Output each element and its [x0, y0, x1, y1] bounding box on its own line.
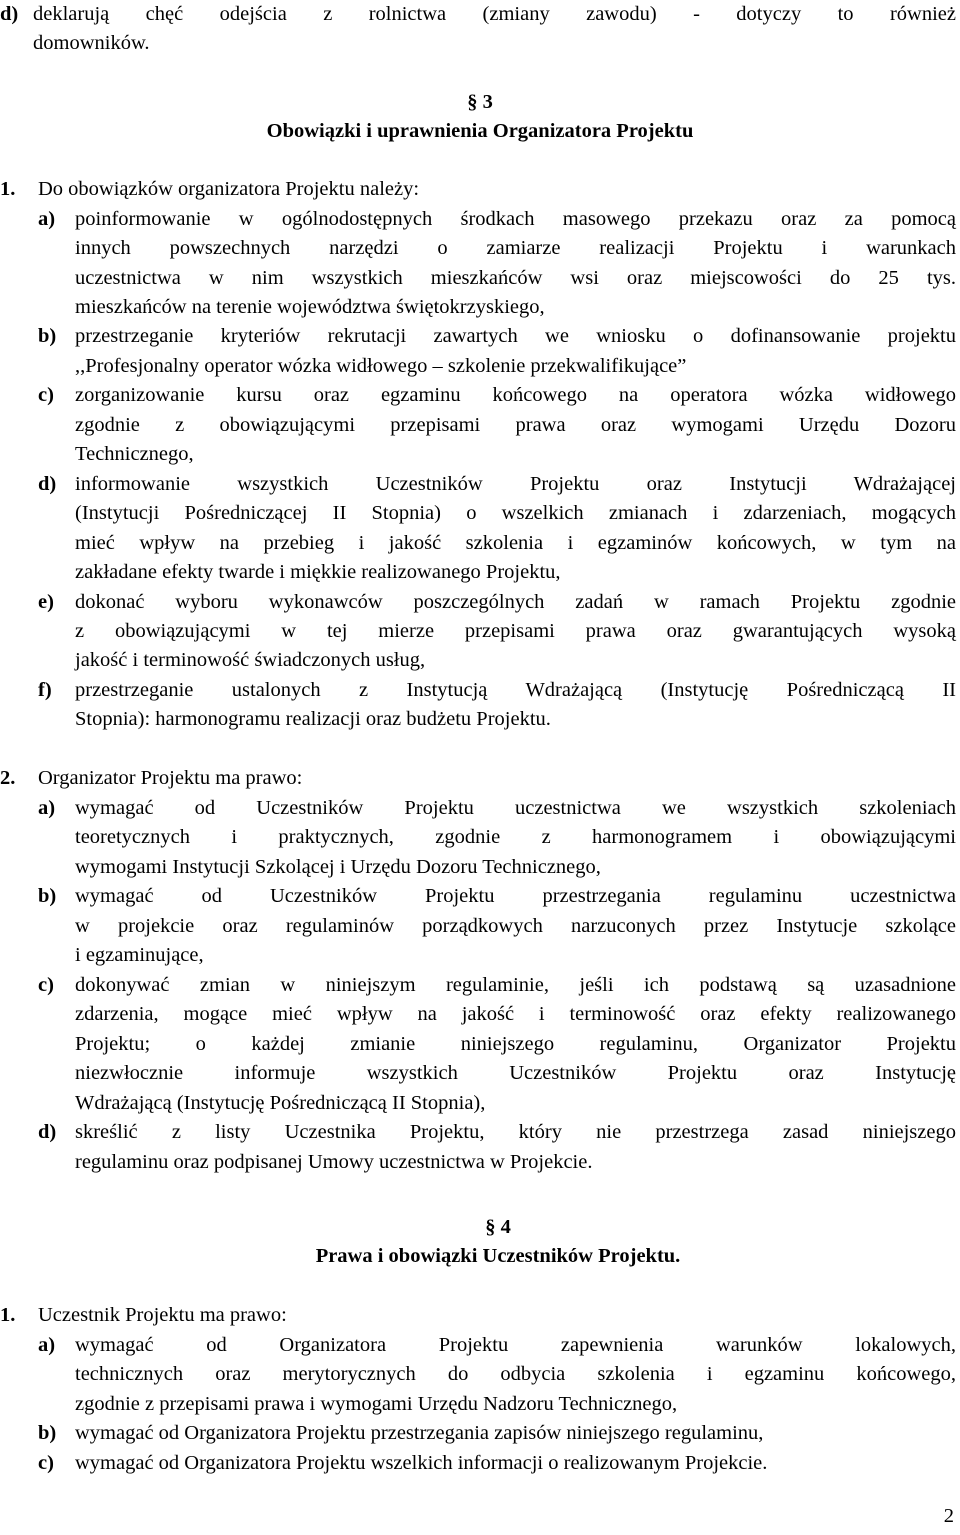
item-label: a) [38, 208, 56, 230]
item-label: d) [38, 473, 57, 495]
item-label: c) [38, 974, 54, 996]
item-text-line: i egzaminujące, [75, 944, 204, 966]
item-text-line: zorganizowanie kursu oraz egzaminu końcowego na operatora wózka widłowego [75, 384, 956, 406]
item-text-line: innych powszechnych narzędzi o zamiarze realizacji Projektu i warunkach [75, 237, 956, 259]
point-number: 1. [0, 178, 16, 200]
point-intro: Do obowiązków organizatora Projektu należy: [38, 178, 420, 200]
item-text-line: Technicznego, [75, 443, 194, 465]
item-text-line: technicznych oraz merytorycznych do odbycia szkolenia i egzaminu końcowego, [75, 1363, 956, 1385]
item-text-line: zakładane efekty twarde i miękkie realizowanego Projektu, [75, 561, 561, 583]
item-text-line: jakość i terminowość świadczonych usług, [75, 649, 426, 671]
item-text-line: wymagać od Organizatora Projektu zapewnienia warunków lokalowych, [75, 1334, 956, 1356]
section-number: § 4 [485, 1216, 511, 1238]
item-text-line: wymagać od Organizatora Projektu wszelkich informacji o realizowanym Projekcie. [75, 1452, 768, 1474]
item-text-line: Stopnia): harmonogramu realizacji oraz budżetu Projektu. [75, 708, 551, 730]
item-label: d) [0, 3, 19, 25]
item-text-line: wymagać od Uczestników Projektu uczestnictwa we wszystkich szkoleniach [75, 797, 956, 819]
item-text-line: (Instytucji Pośredniczącej II Stopnia) o wszelkich zmianach i zdarzeniach, mogących [75, 502, 956, 524]
item-text-line: poinformowanie w ogólnodostępnych środkach masowego przekazu oraz za pomocą [75, 208, 956, 230]
item-text-line: w projekcie oraz regulaminów porządkowych narzuconych przez Instytucje szkolące [75, 915, 956, 937]
item-label: b) [38, 885, 57, 907]
item-text-line: dokonywać zmian w niniejszym regulaminie, jeśli ich podstawą są uzasadnione [75, 974, 956, 996]
item-label: e) [38, 591, 54, 613]
point-number: 1. [0, 1304, 16, 1326]
item-text-line: ,,Profesjonalny operator wózka widłowego – szkolenie przekwalifikujące” [75, 355, 687, 377]
item-text-line: wymogami Instytucji Szkolącej i Urzędu Dozoru Technicznego, [75, 856, 601, 878]
item-text-line: regulaminu oraz podpisanej Umowy uczestnictwa w Projekcie. [75, 1151, 593, 1173]
item-text-line: teoretycznych i praktycznych, zgodnie z harmonogramem i obowiązującymi [75, 826, 956, 848]
point-intro: Uczestnik Projektu ma prawo: [38, 1304, 287, 1326]
item-text-line: niezwłocznie informuje wszystkich Uczestników Projektu oraz Instytucję [75, 1062, 956, 1084]
item-label: a) [38, 1334, 56, 1356]
section-number: § 3 [467, 91, 493, 113]
item-text-line: wymagać od Uczestników Projektu przestrzegania regulaminu uczestnictwa [75, 885, 956, 907]
item-text-line: z obowiązującymi w tej mierze przepisami prawa oraz gwarantujących wysoką [75, 620, 956, 642]
item-label: d) [38, 1121, 57, 1143]
item-text-line: Wdrażającą (Instytucję Pośredniczącą II Stopnia), [75, 1092, 486, 1114]
item-text-line: dokonać wyboru wykonawców poszczególnych zadań w ramach Projektu zgodnie [75, 591, 956, 613]
item-text-line: informowanie wszystkich Uczestników Projektu oraz Instytucji Wdrażającej [75, 473, 956, 495]
item-text-line: zdarzenia, mogące mieć wpływ na jakość i terminowość oraz efekty realizowanego [75, 1003, 956, 1025]
point-number: 2. [0, 767, 16, 789]
item-text-line: mieszkańców na terenie województwa świętokrzyskiego, [75, 296, 545, 318]
section-title: Prawa i obowiązki Uczestników Projektu. [315, 1245, 681, 1267]
item-label: b) [38, 325, 57, 347]
point-intro: Organizator Projektu ma prawo: [38, 767, 303, 789]
item-text-line: Projektu; o każdej zmianie niniejszego regulaminu, Organizator Projektu [75, 1033, 956, 1055]
item-text-line: uczestnictwa w nim wszystkich mieszkańców wsi oraz miejscowości do 25 tys. [75, 267, 956, 289]
item-text-line: skreślić z listy Uczestnika Projektu, który nie przestrzega zasad niniejszego [75, 1121, 956, 1143]
item-text-line: domowników. [33, 32, 150, 54]
item-text-line: zgodnie z obowiązującymi przepisami prawa oraz wymogami Urzędu Dozoru [75, 414, 956, 436]
item-label: f) [38, 679, 52, 701]
item-label: a) [38, 797, 56, 819]
item-text-line: mieć wpływ na przebieg i jakość szkolenia i egzaminów końcowych, w tym na [75, 532, 956, 554]
item-text-line: przestrzeganie ustalonych z Instytucją Wdrażającą (Instytucję Pośredniczącą II [75, 679, 956, 701]
item-label: c) [38, 1452, 54, 1474]
item-text-line: wymagać od Organizatora Projektu przestrzegania zapisów niniejszego regulaminu, [75, 1422, 764, 1444]
page-number: 2 [943, 1505, 954, 1527]
item-label: c) [38, 384, 54, 406]
section-title: Obowiązki i uprawnienia Organizatora Projektu [266, 120, 694, 142]
item-label: b) [38, 1422, 57, 1444]
item-text-line: przestrzeganie kryteriów rekrutacji zawartych we wniosku o dofinansowanie projektu [75, 325, 956, 347]
item-text-line: deklarują chęć odejścia z rolnictwa (zmiany zawodu) - dotyczy to również [33, 3, 956, 25]
item-text-line: zgodnie z przepisami prawa i wymogami Urzędu Nadzoru Technicznego, [75, 1393, 678, 1415]
